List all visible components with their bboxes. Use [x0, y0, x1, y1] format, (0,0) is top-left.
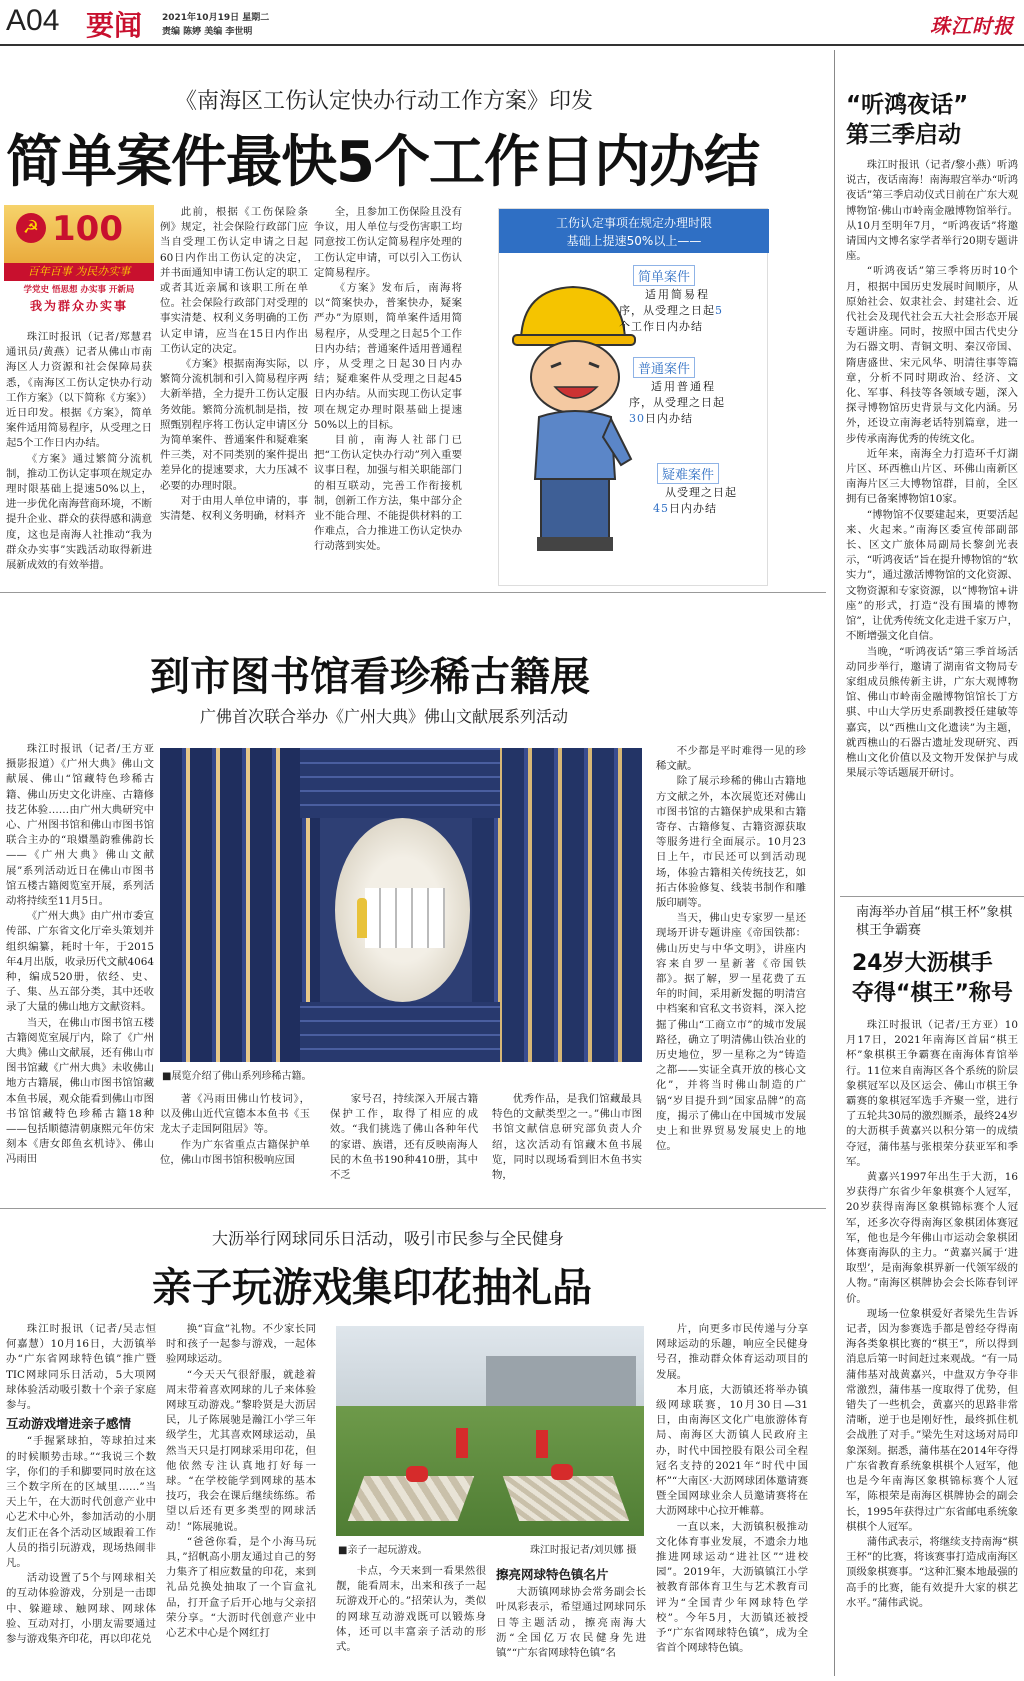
article3-kicker: 大沥举行网球同乐日活动，吸引市民参与全民健身 — [212, 1229, 565, 1248]
issue-date: 2021年10月19日 星期二 — [162, 13, 270, 23]
adult-red-shirt — [536, 1430, 548, 1458]
sidebar-rule — [840, 896, 1024, 897]
article3-col2-para: 换“盲盒”礼物。不少家长同时和孩子一起参与游戏，一起体验网球运动。 — [166, 1323, 316, 1366]
case-simple-label: 简单案件 — [633, 265, 695, 286]
article2-col1-para: 《广州大典》由广州市委宣传部、广东省文化厅牵头策划并组织编纂，耗时十年，于2015年4月出版，收录历代文献4064种，编成520册，依经、史、子、集、丛五部分类，其中还收录了大量的佛山地方文献资料。 — [6, 910, 154, 1014]
article3-col3-para: 卡点，今天来到一看果然很靓，能看周末，出来和孩子一起玩游戏开心的。”招荣认为，类似的网球互动游戏既可以锻炼身体，还可以丰富亲子活动的形式。 — [336, 1565, 486, 1654]
case-normal — [627, 357, 767, 426]
logo-slogan-3: 我为群众办实事 — [29, 299, 128, 313]
sidebar-article1-para: 当晚，“听鸿夜话”第三季首场活动同步举行，邀请了湖南省文物局专家组成员熊传新主讲，广东大观博物馆、佛山市岭南金融博物馆馆长丁方骐、中山大学历史系副教授任建敏等嘉宾，以“西樵山文化遗读”为主题，就西樵山的石器古遗址发现研究、西樵山文化价值以及文物开发保护与成果展示等话题展开研讨。 — [846, 645, 1018, 780]
article2-col5-para: 除了展示珍稀的佛山古籍地方文献之外，本次展览还对佛山市图书馆的古籍保护成果和古籍寄存、古籍修复、古籍资源获取等服务进行全面展示。10月23日上午，市民还可以到活动现场，体验古籍相关传统技艺，如拓古体验修复、线装书制作和雕版印刷等。 — [656, 775, 806, 910]
article1-col2-para: 对于由用人单位申请的，事实清楚、权利义务明确，材料齐 — [160, 494, 308, 523]
game-mat-right — [503, 1476, 629, 1521]
sidebar-article1-para: “听鸿夜话”第三季将历时10个月，根据中国历史发展时间顺序，从原始社会、奴隶社会、封建社会、近代社会及现代社会五大社会形态开展专题讲座。同时，按照中国古代史分为石器文明、青铜文明、秦汉帝国、隋唐盛世、宋元风华、明清往事等篇章，分析不同时期政治、经济、文化、军事、科技等各领域专题，深入探寻博物馆历史背景与文化内涵。另外，还设立南海老话特别篇章，进一步传承南海优秀的传统文化。 — [846, 265, 1018, 445]
article2-col5-para: 当天，佛山史专家罗一星还现场开讲专题讲座《帝国铁都：佛山历史与中华文明》，讲座内容来自罗一星新著《帝国铁都》。据了解，罗一星花费了五年的时间，采用新发掘的明清宫中档案和官私文书资料，深入挖掘了佛山“工商立市”的城市发展路径，确立了明清佛山铁冶业的历史地位，罗一星称之为“铸造之都——实证全真开放的核心文化”，并将当时佛山制造的广锅“岁目提升到”国家品牌”的高度，揭示了佛山在中国城市发展史上和世界贸易发展史上的地位。 — [656, 912, 806, 1153]
article2-col1-para: 珠江时报讯（记者/王方亚 摄影报道）《广州大典》佛山文献展、佛山“馆藏特色珍稀古籍、佛山历史文化讲座、古籍修技艺体验……由广州大典研究中心、广州图书馆和佛山市图书馆联合主办的“琅嬛墨韵雅佛韵长——《广州大典》佛山文献展”系列活动近日在佛山市图书馆五楼古籍阅览室开展，系列活动将持续至11月5日。 — [6, 743, 154, 908]
article2-col2-para: 作为广东省重点古籍保护单位，佛山市图书馆积极响应国 — [160, 1138, 310, 1166]
game-mat-left — [348, 1476, 474, 1521]
article3-column-2 — [166, 1322, 316, 1674]
article3-col2-para: “爸爸你看，是个小海马玩具，”招帆高小朋友通过自己的努力集齐了相应数量的印花，来到礼品兑换处抽取了一个盲盒礼品，打开盒子后开心地与父亲招荣分享。“大沥时代创意产业中心艺术中心是个网红打 — [166, 1535, 316, 1640]
article2-column-1 — [6, 742, 154, 1169]
sidebar-article2-kicker: 南海举办首届“棋王杯”象棋棋王争霸赛 — [856, 905, 1013, 938]
case-normal-line2: 序，从受理之日起 — [629, 396, 725, 409]
sidebar-article1-para: “博物馆不仅要建起来，更要活起来、火起来。”南海区委宣传部副部长、区文广旅体局副局长黎剑光表示，“听鸿夜话”旨在提升博物馆的“软实力”，通过激活博物馆的文化资源、文物资源和专家资源，以“博物馆+讲座”的形式，打造“没有围墙的博物馆”，让优秀传统文化走进千家万户，不断增强文化自信。 — [846, 508, 1018, 643]
library-photo-caption: ■展览介绍了佛山系列珍稀古籍。 — [162, 1071, 312, 1082]
newspaper-logo: 珠江时报 — [930, 14, 1014, 38]
case-simple-line2: 序，从受理之日起5 — [619, 304, 723, 317]
article3-column-3b — [496, 1564, 646, 1674]
book-wall-left — [160, 748, 320, 1062]
article3-column-4 — [656, 1322, 808, 1674]
worker-face — [531, 341, 619, 413]
work-injury-infographic — [498, 208, 768, 586]
sidebar-divider — [834, 50, 835, 1676]
infographic-title-line2: 基础上提速50%以上—— — [566, 234, 702, 248]
case-normal-num: 30 — [629, 412, 645, 425]
article2-col5-para: 不少都是平时难得一见的珍稀文献。 — [656, 745, 806, 773]
article1-headline: 简单案件最快5个工作日内办结 — [6, 130, 759, 195]
article1-column-2 — [160, 205, 308, 580]
article3-col3-para: 大沥镇网球协会常务副会长叶凤彩表示，希望通过网球同乐日等主题活动，擦亮南海大沥“全国亿万农民健身先进镇”“广东省网球特色镇”名 — [496, 1586, 646, 1660]
book-wall-top — [300, 748, 500, 818]
article2-headline: 到市图书馆看珍稀古籍展 — [150, 654, 590, 700]
article3-headline: 亲子玩游戏集印花抽礼品 — [152, 1265, 592, 1311]
case-difficult — [651, 463, 767, 516]
sidebar-article2-para: 黄嘉兴1997年出生于大沥，16岁获得广东省少年象棋赛个人冠军，20岁获得南海区象棋锦标赛个人冠军，还多次夺得南海区象棋团体赛冠军，他也是今年佛山市运动会象棋团体赛南海队的主力。“黄嘉兴属于‘进取型’，是南海象棋界新一代领军级的人物。”南海区棋牌协会会长陈春钊评价。 — [846, 1171, 1018, 1305]
article1-kicker: 《南海区工伤认定快办行动工作方案》印发 — [175, 89, 594, 114]
worker-pants — [541, 479, 609, 539]
article2-col2-para: 著《冯雨田佛山竹枝词》，以及佛山近代宣德本本鱼书《玉龙太子走国阿阻居》等。 — [160, 1093, 310, 1136]
article3-col4-para: 本月底，大沥镇还将举办镇级网球联赛，10月30日—31日，由南海区文化广电旅游体育局、南海区大沥镇人民政府主办，时代中国控股有限公司全程冠名支持的2021年“时代中国杯”“大南区·大沥网球团体邀请赛暨全国网球业余人员邀请赛将在大沥网球中心拉开帷幕。 — [656, 1383, 808, 1518]
page-editors: 责编 陈婷 美编 李世明 — [162, 27, 253, 37]
article3-col1-para: 活动设置了5个与网球相关的互动体验游戏，分别是一击即中、躲避球、触网球、网球体验、互动对打，小朋友需要通过参与游戏集齐印花，再以印花兑 — [6, 1572, 156, 1646]
hammer-sickle-icon: ☭ — [16, 213, 46, 243]
party-centenary-logo — [4, 205, 154, 315]
logo-slogan-band: 百年百事 为民办实事 — [4, 263, 154, 281]
logo-slogan-2: 学党史 悟思想 办实事 开新局 — [23, 285, 135, 295]
worker-boots — [537, 537, 613, 551]
article2-column-5 — [656, 744, 806, 1169]
article3-col3-subhead: 擦亮网球特色镇名片 — [496, 1567, 609, 1582]
article3-col1-subhead: 互动游戏增进亲子感情 — [6, 1416, 132, 1432]
article2-column-2 — [160, 1092, 310, 1169]
library-exhibition-photo — [160, 748, 642, 1062]
article2-col4-para: 优秀作品，是我们馆藏最具特色的文献类型之一。”佛山市图书馆文献信息研究部负责人介绍，这次活动有馆藏木鱼书展览，同时以现场看到旧木鱼书实物， — [492, 1093, 642, 1182]
sidebar-article1-para: 近年来，南海全力打造环千灯湖片区、环西樵山片区、环佛山南新区南海片区三大博物馆群，目前，全区拥有已备案博物馆10家。 — [846, 447, 1018, 506]
article1-col1-para: 《方案》通过繁简分流机制，推动工伤认定事项在规定办理时限基础上提速50%以上，进一步优化南海营商环境，不断提升企业、群众的获得感和满意度，这也是南海人社推动“我为群众办实事”实践活动取得新进展新成效的有效举措。 — [6, 452, 152, 572]
masthead-rule — [0, 44, 1024, 46]
worker-body — [535, 411, 615, 479]
case-simple-line1: 适用简易程 — [645, 288, 710, 301]
article3-column-1 — [6, 1322, 156, 1674]
article1-col3-para: 《方案》发布后，南海将以“简案快办，普案快办，疑案严办”为原则，简单案件适用简易程序，从受理之日起5个工作日内办结；普通案件适用普通程序，从受理之日起30日内办结；疑难案件从受理之日起45日内办结。从而实现工伤认定事项在规定办理时限基础上提速50%以上的目标。 — [314, 282, 462, 431]
article2-bottom-rule — [0, 1208, 826, 1209]
section-label: 要闻 — [86, 9, 143, 42]
sidebar-article1-title-line2: 第三季启动 — [846, 122, 961, 148]
article1-bottom-rule — [0, 592, 826, 593]
sidebar-article2-title-line1: 24岁大沥棋手 — [852, 951, 993, 976]
case-simple-num: 5 — [715, 304, 723, 317]
sidebar-article2-para: 现场一位象棋爱好者梁先生告诉记者，因为参赛选手都是曾经夺得南海各类象棋比赛的“棋王”，所以得到消息后第一时间赶过来观战。“有一局蒲伟基对战黄嘉兴，中盘双方争夺非常激烈，蒲伟基一度取得了优势，但错失了一些机会，黄嘉兴的思路非常清晰，逆于也是刚好性，最终抓住机会战胜了对手。”梁先生对这场对局印象深刻。据悉，蒲伟基在2014年夺得广东省教育系统象棋棋个人冠军，他也是今年南海区象棋锦标赛个人冠军，陈根荣是南海区棋牌协会的副会长，1995年获得过广东省邮电系统象棋棋个人冠军。 — [846, 1307, 1018, 1533]
article1-col2-para: 《方案》根据南海实际，以繁简分流机制和引入简易程序两大新举措，全力提升工伤认定服务效能。繁简分流机制是指，按照甄别程序将工伤认定申请区分为简单案件、普通案件和疑难案件三类，对不同类别的案件提出差异化的提速要求，大力压减不必要的办理时限。 — [160, 358, 308, 492]
case-difficult-line2: 45日内办结 — [653, 502, 717, 515]
article2-column-4 — [492, 1092, 642, 1182]
exhibition-hall-boards — [365, 888, 445, 948]
sidebar-article2-body — [846, 1018, 1018, 1674]
tennis-photo-caption: ■亲子一起玩游戏。 — [338, 1545, 428, 1556]
article1-col2-para: 此前，根据《工伤保险条例》规定，社会保险行政部门应当自受理工伤认定申请之日起60日内作出工伤认定的决定，并书面通知申请工伤认定的职工或者其近亲属和该职工所在单位。社会保险行政部门对受理的事实清楚、权利义务明确的工伤认定申请，应当在15日内作出工伤认定的决定。 — [160, 206, 308, 355]
infographic-title-band — [499, 209, 769, 253]
sidebar-article1-title-line1: “听鸿夜话” — [846, 92, 969, 118]
article2-col1-para: 当天，在佛山市图书馆五楼古籍阅览室展厅内，除了《广州大典》佛山文献展，还有佛山市图书馆藏《广州大典》未收佛山地方古籍展，佛山市图书馆馆藏本鱼书展，观众能看到佛山市图书馆馆藏特色珍稀古籍18种——包括顺德清朝康熙元年仿宋刻本《唐女郎鱼玄机诗》、佛山冯雨田 — [6, 1016, 154, 1166]
case-simple — [617, 265, 767, 334]
sidebar-article2-title-line2: 夺得“棋王”称号 — [852, 981, 1013, 1006]
page-number: A04 — [6, 4, 60, 37]
tennis-photo-credit: 珠江时报记者/刘贝娜 摄 — [530, 1545, 637, 1556]
article3-col2-para: “今天天气很舒服，就趁着周末带着喜欢网球的儿子来体验网球互动游戏。”黎聆贤是大沥居民，儿子陈展驰是瀚江小学三年级学生，尤其喜欢网球运动，虽然当天只是打网球采用印花，但他依然专注认真地打好每一球。“在学校能学到网球的基本技巧，我会在课后继续练练。希望以后还有更多类型的网球活动！”陈展驰说。 — [166, 1368, 316, 1533]
sidebar-article2-para: 珠江时报讯（记者/王方亚）10月17日，2021年南海区首届“棋王杯”象棋棋王争霸赛在南海体育馆举行。11位来自南海区各个系统的阶层象棋冠军以及区运会、佛山市棋王争霸赛的象棋冠军选手齐聚一堂，进行了五轮共30局的激烈厮杀，最终24岁的大沥棋手黄嘉兴以积分第一的成绩夺冠，蒲伟基与张根荣分获亚军和季军。 — [846, 1019, 1018, 1168]
case-normal-line1: 适用普通程 — [651, 380, 716, 393]
hard-hat — [521, 287, 625, 339]
case-simple-line3: 个工作日内办结 — [619, 320, 703, 333]
article1-col1-para: 珠江时报讯（记者/郑慧君 通讯员/黄燕）记者从佛山市南海区人力资源和社会保障局获悉，《南海区工伤认定快办行动工作方案》（以下简称《方案》）近日印发。根据《方案》，简单案件适用简易程序，从受理之日起5个工作日内办结。 — [6, 331, 152, 450]
case-difficult-line1: 从受理之日起 — [665, 486, 737, 499]
case-difficult-label: 疑难案件 — [657, 463, 719, 484]
article1-column-3 — [314, 205, 462, 580]
article3-col4-para: 片，向更多市民传递与分享网球运动的乐趣，响应全民健身号召，推动群众体育运动项目的发展。 — [656, 1323, 808, 1381]
article3-col4-para: 一直以来，大沥镇积极推动文化体育事业发展，不遗余力地推进网球运动“进社区”“进校园”。2019年，大沥镇镇江小学被教育部体育卫生与艺术教育司评为“全国青少年网球特色学校”。今年5月，大沥镇还被授予“广东省网球特色镇”，成为全省首个网球特色镇。 — [656, 1520, 808, 1655]
book-wall-bottom — [300, 1002, 500, 1062]
article3-column-3 — [336, 1564, 486, 1674]
visitor-figure — [357, 898, 367, 938]
case-difficult-num: 45 — [653, 502, 669, 515]
child-red-shirt — [551, 1464, 573, 1480]
sidebar-article2-para: 蒲伟武表示，将继续支持南海“棋王杯”的比赛，将该赛事打造成南海区顶级象棋赛事。“这种汇聚本地最强的高手的比赛，能有效提升大家的棋艺水平。”蒲伟武说。 — [846, 1535, 1018, 1609]
sidebar-article1-body — [846, 158, 1018, 894]
sidebar-article1-para: 珠江时报讯（记者/黎小燕）听鸿说古，夜话南海！南海瑕宫举办“听鸿夜话”第三季启动仪式日前在广东大观博物馆·佛山市岭南金融博物馆举行。从10月至明年7月，“听鸿夜话”将邀请国内文博名家学者举行20期专题讲座。 — [846, 159, 1018, 263]
case-normal-line3: 30日内办结 — [629, 412, 693, 425]
article3-col1-para: 珠江时报讯（记者/吴志恒 何嘉慧）10月16日，大沥镇举办“广东省网球特色镇”推广暨TIC网球同乐日活动，5大项网球体验活动吸引数十个亲子家庭参与。 — [6, 1323, 156, 1412]
article1-column-1 — [6, 330, 152, 580]
child-red-shirt — [406, 1466, 428, 1482]
article1-col3-para: 目前，南海人社部门已把“工伤认定快办行动”列入重要议事日程，加强与相关职能部门的相互联动，完善工作衔接机制，创新工作方法，集中部分企业不能合理、不能提供材料的工作难点，合力推进工伤认定快办行动落到实处。 — [314, 434, 462, 553]
article2-column-3 — [330, 1092, 478, 1182]
adult-red-shirt — [456, 1428, 468, 1458]
infographic-title-line1: 工伤认定事项在规定办理时限 — [555, 216, 712, 230]
case-normal-label: 普通案件 — [633, 357, 695, 378]
article2-subhead: 广佛首次联合举办《广州大典》佛山文献展系列活动 — [200, 707, 569, 726]
tennis-event-photo — [336, 1326, 644, 1536]
logo-100: 100 — [52, 209, 123, 249]
article2-col3-para: 家号召，持续深入开展古籍保护工作，取得了相应的成效。“我们挑选了佛山各种年代的家谱、族谱，还有反映南海人民的木鱼书190种410册，其中不乏 — [330, 1093, 478, 1182]
article3-col1-para: “手握紧球拍，等球拍过来的时候顺势击球。”“我说三个数字，你们的手和脚要同时放在这三个数字所在的区域里……”当天上午，在大沥时代创意产业中心艺术中心外，参加活动的小朋友们正在各个活动区域跟着工作人员的指引玩游戏，现场热闹非凡。 — [6, 1435, 156, 1570]
article1-col3-para: 全，且参加工伤保险且没有争议，用人单位与受伤害职工均同意按工伤认定简易程序处理的工伤认定申请，可以引入工伤认定简易程序。 — [314, 206, 462, 279]
